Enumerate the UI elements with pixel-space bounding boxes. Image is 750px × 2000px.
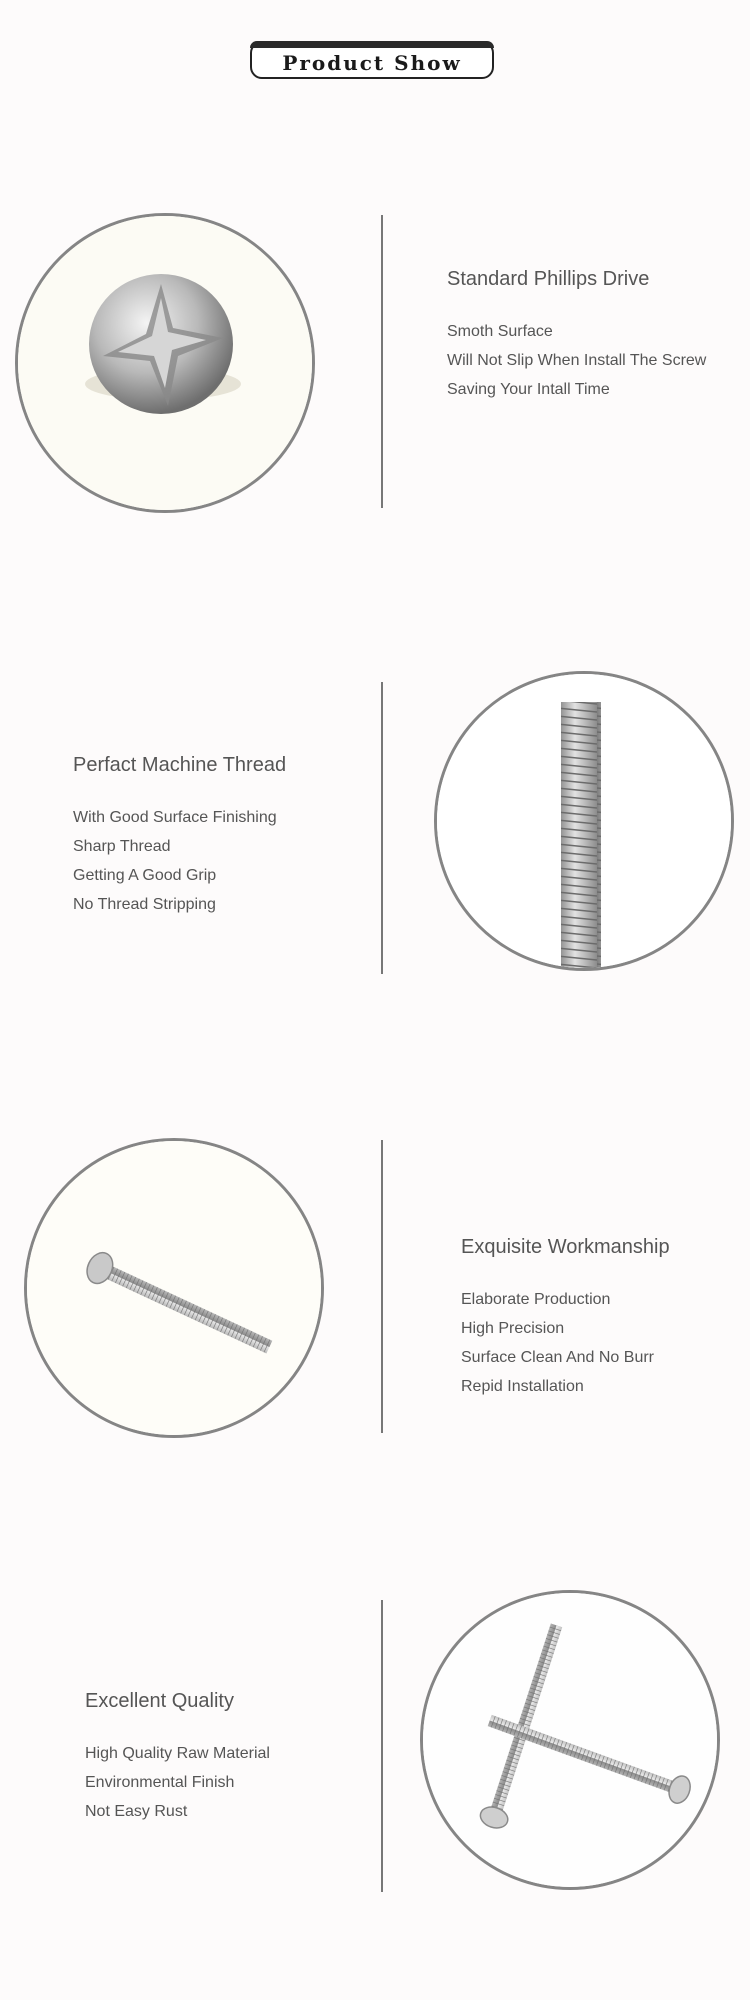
- feature-line: Getting A Good Grip: [73, 867, 217, 884]
- section-divider: [381, 1140, 383, 1433]
- feature-line: No Thread Stripping: [73, 896, 216, 913]
- single-screw-icon: [27, 1141, 321, 1435]
- feature-line: High Quality Raw Material: [85, 1745, 270, 1762]
- crossed-screws-image: [420, 1590, 720, 1890]
- feature-line: High Precision: [461, 1320, 565, 1337]
- feature-text: [73, 754, 286, 919]
- feature-line: Smoth Surface: [447, 323, 553, 340]
- feature-line: Environmental Finish: [85, 1774, 235, 1791]
- screw-head-icon: [18, 216, 312, 510]
- feature-heading: Perfact Machine Thread: [73, 754, 287, 776]
- screw-thread-icon: [437, 674, 731, 968]
- feature-line: Surface Clean And No Burr: [461, 1349, 654, 1366]
- feature-heading: Exquisite Workmanship: [461, 1236, 670, 1258]
- feature-heading: Standard Phillips Drive: [447, 268, 650, 290]
- section-divider: [381, 1600, 383, 1892]
- feature-line: Saving Your Intall Time: [447, 381, 610, 398]
- product-show-banner: [250, 41, 494, 79]
- feature-text: [85, 1690, 270, 1826]
- feature-line: Not Easy Rust: [85, 1803, 188, 1820]
- feature-line: With Good Surface Finishing: [73, 809, 277, 826]
- banner-title: Product Show: [282, 51, 462, 75]
- feature-text: [461, 1236, 670, 1401]
- crossed-screws-icon: [423, 1593, 717, 1887]
- feature-text: [447, 268, 706, 404]
- feature-line: Elaborate Production: [461, 1291, 611, 1308]
- single-screw-image: [24, 1138, 324, 1438]
- section-divider: [381, 682, 383, 974]
- feature-heading: Excellent Quality: [85, 1690, 234, 1712]
- screw-thread-image: [434, 671, 734, 971]
- section-divider: [381, 215, 383, 508]
- feature-line: Sharp Thread: [73, 838, 171, 855]
- screw-head-image: [15, 213, 315, 513]
- feature-line: Repid Installation: [461, 1378, 584, 1395]
- feature-line: Will Not Slip When Install The Screw: [447, 352, 707, 369]
